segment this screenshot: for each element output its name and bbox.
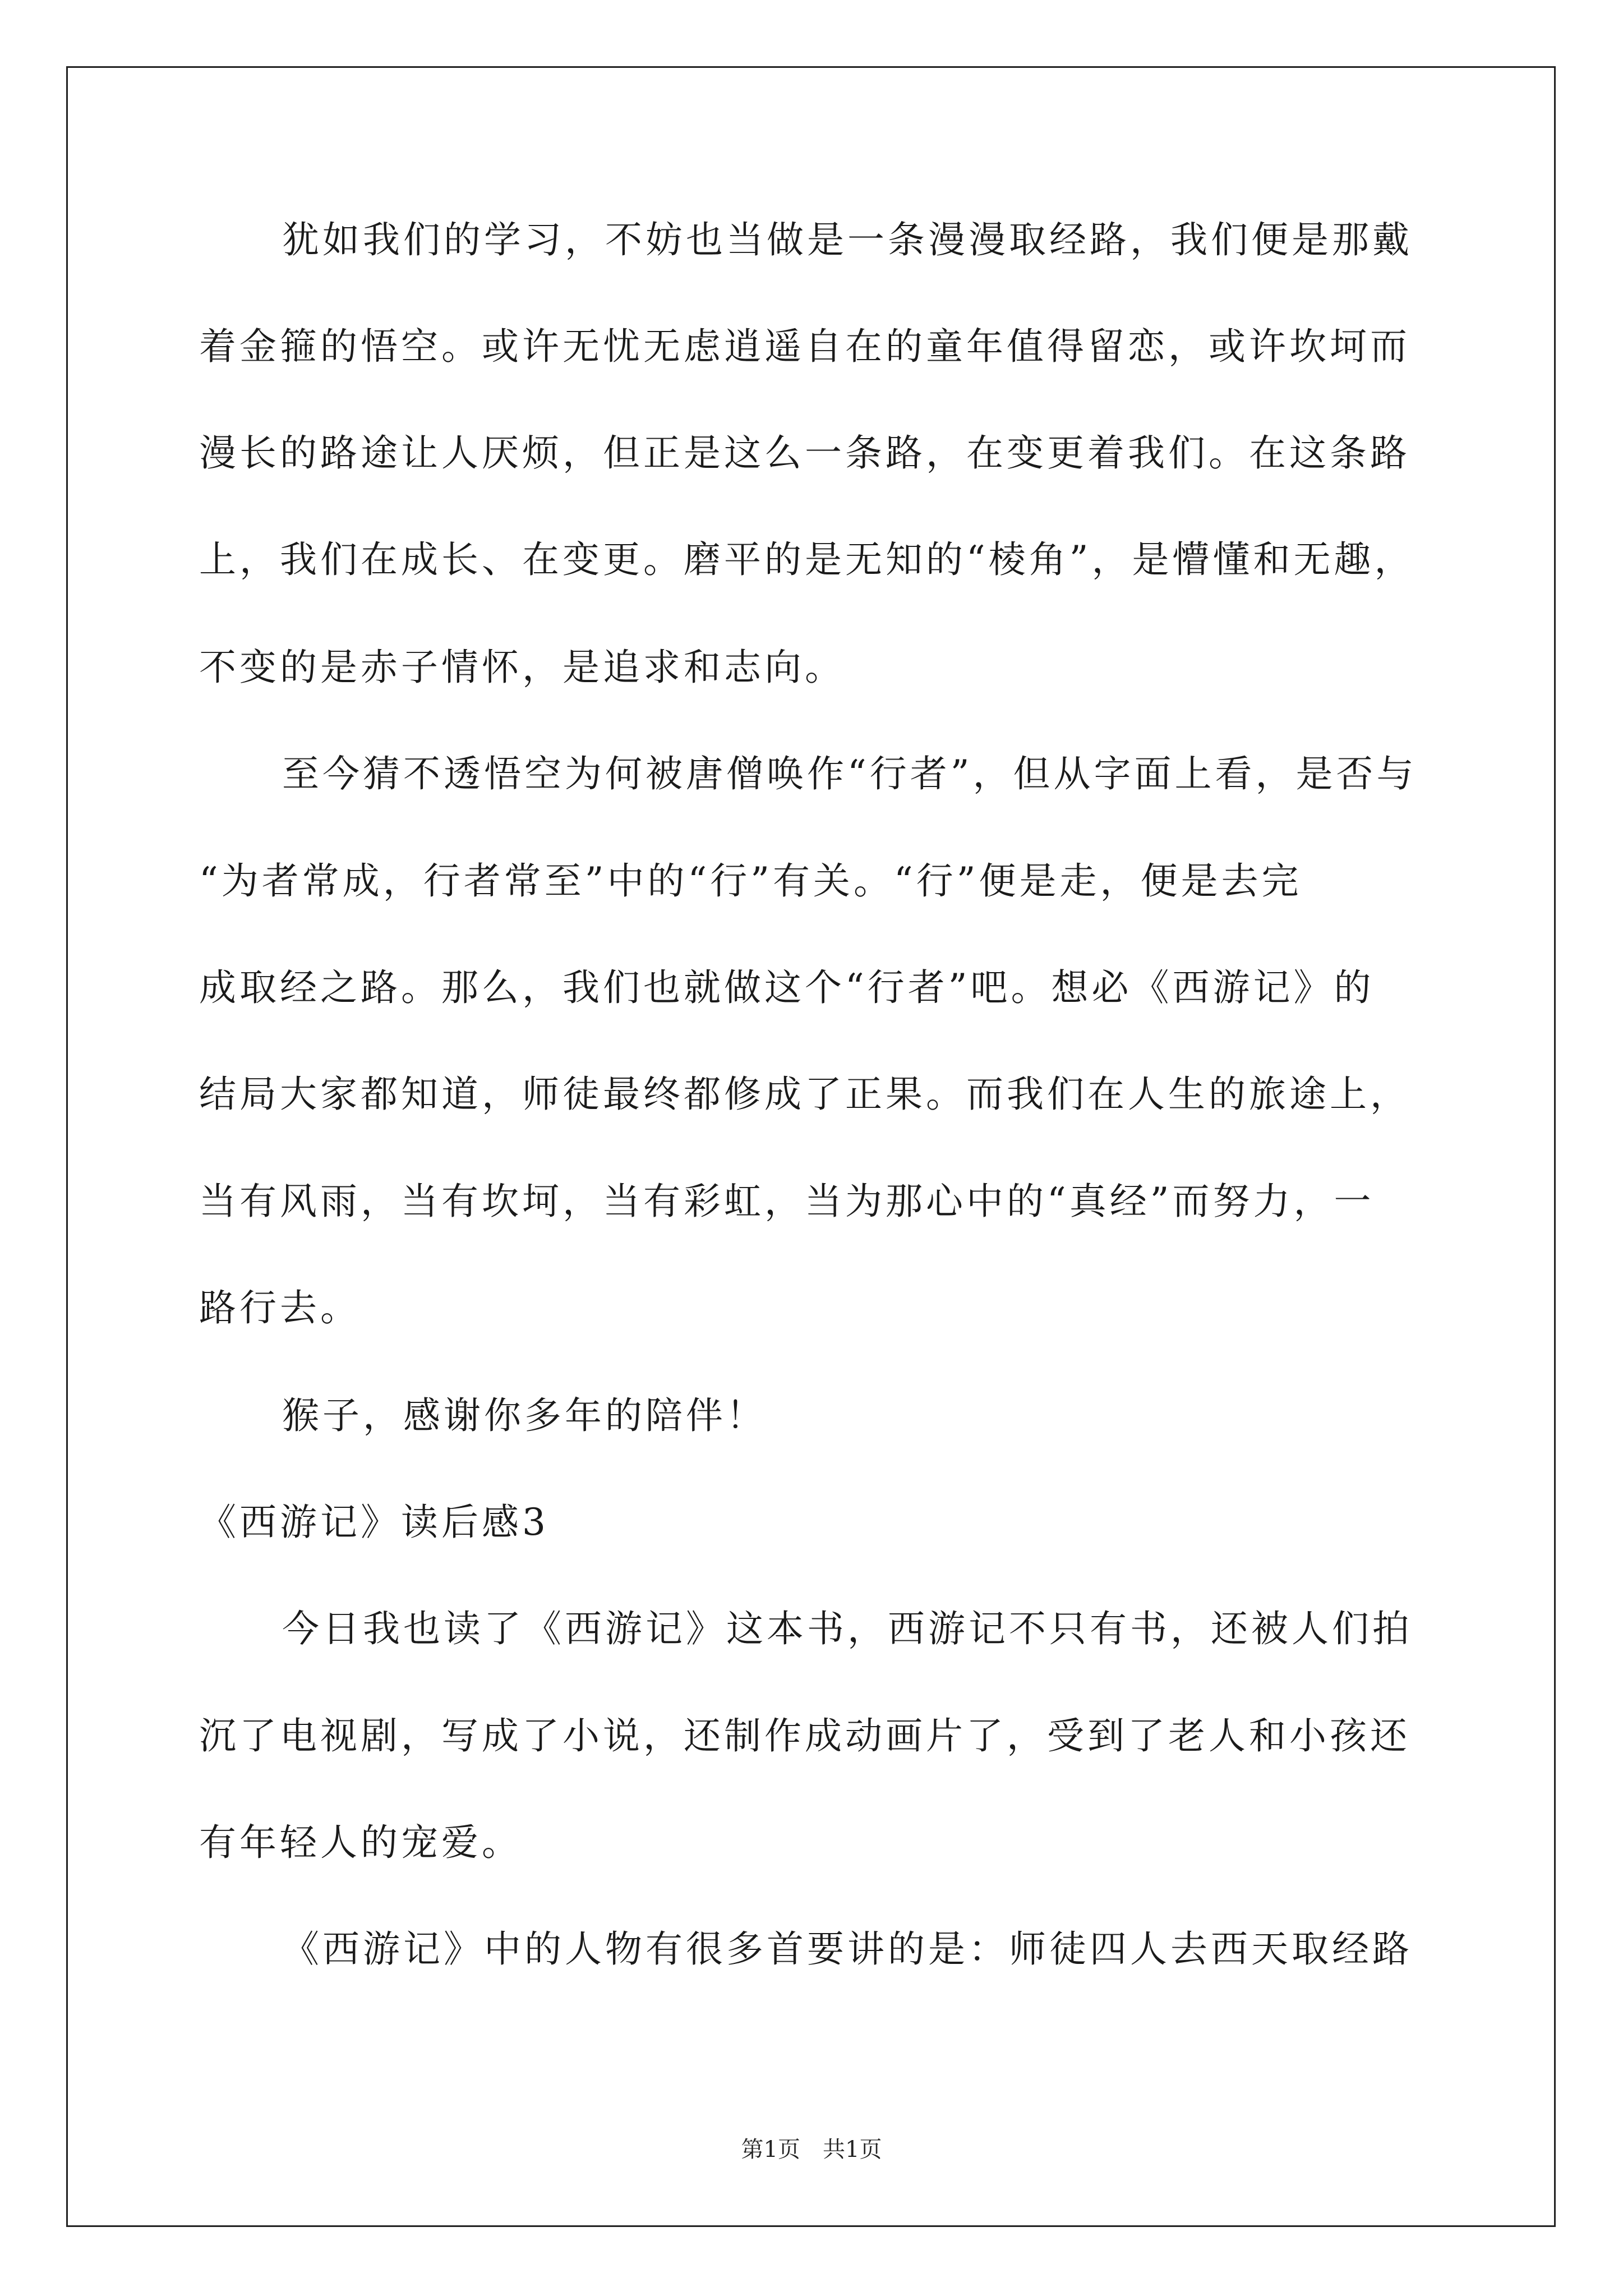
- paragraph-line: 猴子，感谢你多年的陪伴！: [282, 1394, 767, 1437]
- paragraph-line: 不变的是赤子情怀，是追求和志向。: [199, 646, 845, 689]
- paragraph-line: “为者常成，行者常至”中的“行”有关。“行”便是走，便是去完: [199, 859, 1302, 903]
- paragraph-line: 有年轻人的宠爱。: [199, 1821, 522, 1864]
- paragraph-line: 沉了电视剧，写成了小说，还制作成动画片了，受到了老人和小孩还: [199, 1714, 1410, 1757]
- paragraph-line: 犹如我们的学习，不妨也当做是一条漫漫取经路，我们便是那戴: [282, 218, 1413, 261]
- paragraph-line: 当有风雨，当有坎坷，当有彩虹，当为那心中的“真经”而努力，一: [199, 1180, 1375, 1223]
- paragraph-line: 路行去。: [199, 1286, 361, 1329]
- paragraph-line: 上，我们在成长、在变更。磨平的是无知的“棱角”，是懵懂和无趣，: [199, 538, 1415, 581]
- page-frame: [66, 66, 1556, 2227]
- paragraph-line: 着金箍的悟空。或许无忧无虑逍遥自在的童年值得留恋，或许坎坷而: [199, 325, 1410, 368]
- paragraph-line: 成取经之路。那么，我们也就做这个“行者”吧。想必《西游记》的: [199, 966, 1375, 1009]
- paragraph-line: 《西游记》中的人物有很多首要讲的是：师徒四人去西天取经路: [282, 1927, 1413, 1971]
- paragraph-line: 结局大家都知道，师徒最终都修成了正果。而我们在人生的旅途上，: [199, 1073, 1410, 1116]
- paragraph-line: 漫长的路途让人厌烦，但正是这么一条路，在变更着我们。在这条路: [199, 431, 1410, 475]
- paragraph-line: 至今猜不透悟空为何被唐僧唤作“行者”，但从字面上看，是否与: [282, 752, 1417, 795]
- paragraph-line: 今日我也读了《西游记》这本书，西游记不只有书，还被人们拍: [282, 1607, 1413, 1650]
- section-heading: 《西游记》读后感3: [199, 1501, 549, 1544]
- page-number: 第1页 共1页: [741, 2137, 882, 2162]
